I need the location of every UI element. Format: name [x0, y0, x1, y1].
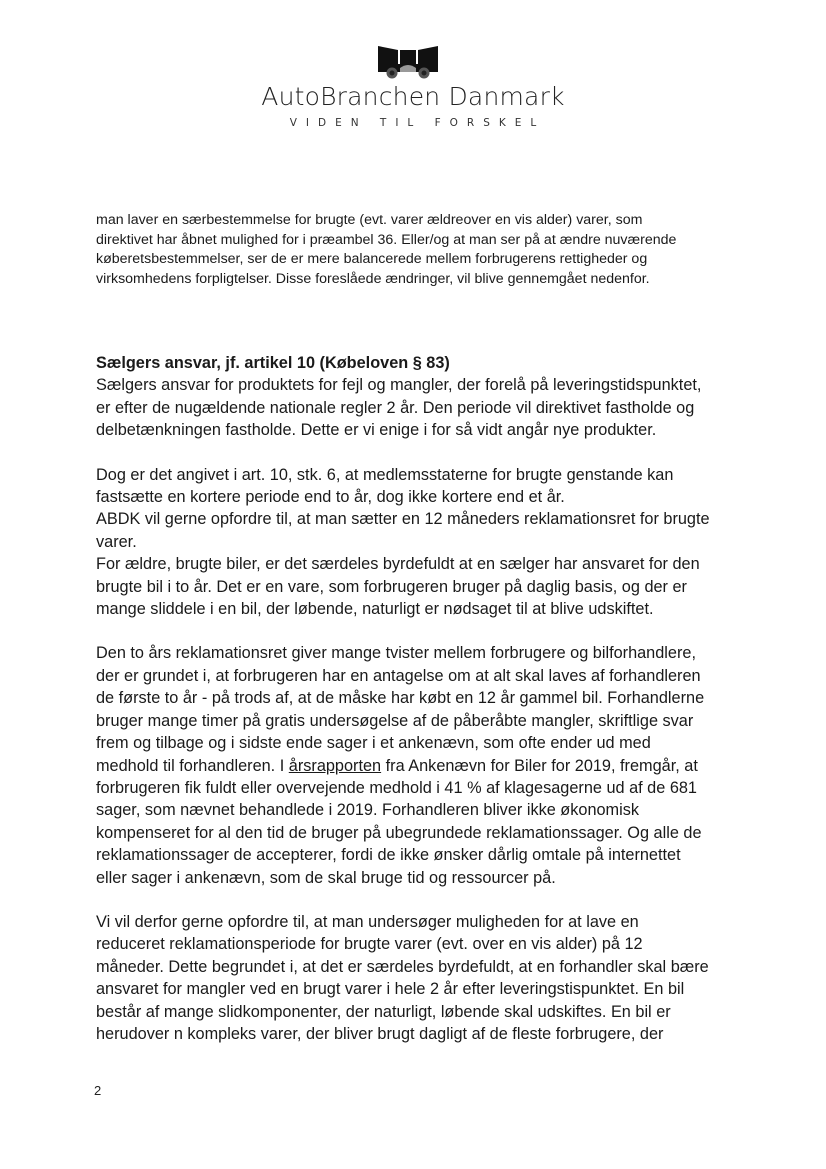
- section-body: [96, 352, 736, 1045]
- body-line: måneder. Dette begrundet i, at det er særdeles byrdefuldt, at en forhandler skal bære: [96, 957, 709, 976]
- body-line: de første to år - på trods af, at de måske har købt en 12 år gammel bil. Forhandlerne: [96, 689, 705, 708]
- body-line: Den to års reklamationsret giver mange tvister mellem forbrugere og bilforhandlere,: [96, 644, 696, 663]
- body-line: mange sliddele i en bil, der løbende, naturligt er nødsaget til at blive udskiftet.: [96, 600, 654, 619]
- brand-name: AutoBranchen Danmark: [261, 82, 565, 111]
- body-line: ansvaret for mangler ved en brugt varer i hele 2 år efter leveringstispunktet. En bil: [96, 980, 685, 999]
- body-line: Vi vil derfor gerne opfordre til, at man undersøger muligheden for at lave en: [96, 912, 639, 931]
- body-line: reklamationssager de accepterer, fordi de ikke ønsker dårlig omtale på internettet: [96, 846, 681, 865]
- body-line: Sælgers ansvar for produktets for fejl og mangler, der forelå på leveringstidspunktet,: [96, 376, 702, 395]
- body-line-with-link: [96, 755, 736, 777]
- body-line: Dog er det angivet i art. 10, stk. 6, at medlemsstaterne for brugte genstande kan: [96, 465, 674, 484]
- link-line-post: fra Ankenævn for Biler for 2019, fremgår, at: [381, 756, 698, 775]
- intro-line: direktivet har åbnet mulighed for i præambel 36. Eller/og at man ser på at ændre nuværende: [96, 231, 677, 248]
- section-heading: Sælgers ansvar, jf. artikel 10 (Købeloven § 83): [96, 354, 450, 372]
- body-line: eller sager i ankenævn, som de skal bruge tid og ressourcer på.: [96, 868, 556, 887]
- autobranchen-logo-icon: [376, 44, 440, 80]
- intro-line: køberetsbestemmelser, ser de er mere balancerede mellem forbrugerens rettigheder og: [96, 251, 648, 268]
- body-line: består af mange slidkomponenter, der naturligt, løbende skal udskiftes. En bil er: [96, 1002, 671, 1021]
- body-line: forbrugeren fik fuldt eller overvejende medhold i 41 % af klagesagerne ud af de 681: [96, 778, 697, 797]
- body-line: der er grundet i, at forbrugeren har en antagelse om at alt skal laves af forhandleren: [96, 666, 701, 685]
- intro-paragraph: [96, 211, 736, 289]
- body-line: herudover n kompleks varer, der bliver brugt dagligt af de fleste forbrugere, der: [96, 1024, 664, 1043]
- body-line: reduceret reklamationsperiode for brugte varer (evt. over en vis alder) på 12: [96, 935, 643, 954]
- body-line: varer.: [96, 532, 137, 551]
- body-line: sager, som nævnet behandlede i 2019. Forhandleren bliver ikke økonomisk: [96, 801, 640, 820]
- body-line: For ældre, brugte biler, er det særdeles byrdefuldt at en sælger har ansvaret for den: [96, 555, 700, 574]
- body-line: delbetænkningen fastholde. Dette er vi enige i for så vidt angår nye produkter.: [96, 421, 657, 440]
- arsrapporten-link[interactable]: årsrapporten: [288, 756, 382, 775]
- body-line: er efter de nugældende nationale regler 2 år. Den periode vil direktivet fastholde og: [96, 398, 695, 417]
- intro-line: virksomhedens forpligtelser. Disse foreslåede ændringer, vil blive gennemgået nedenfor.: [96, 270, 650, 287]
- body-line: ABDK vil gerne opfordre til, at man sætter en 12 måneders reklamationsret for brugte: [96, 510, 710, 529]
- brand-tagline: VIDEN TIL FORSKEL: [289, 117, 546, 129]
- body-line: frem og tilbage og i sidste ende sager i et ankenævn, som ofte ender ud med: [96, 734, 651, 753]
- body-line: fastsætte en kortere periode end to år, dog ikke kortere end et år.: [96, 488, 565, 507]
- body-line: kompenseret for al den tid de bruger på ubegrundede reklamationssager. Og alle de: [96, 823, 702, 842]
- body-line: bruger mange timer på gratis undersøgelse af de påberåbte mangler, skriftlige svar: [96, 711, 694, 730]
- intro-line: man laver en særbestemmelse for brugte (evt. varer ældreover en vis alder) varer, som: [96, 212, 643, 228]
- body-line: brugte bil i to år. Det er en vare, som forbrugeren bruger på daglig basis, og der er: [96, 577, 687, 596]
- page-number: 2: [94, 1083, 102, 1098]
- link-line-pre: medhold til forhandleren. I: [96, 756, 289, 775]
